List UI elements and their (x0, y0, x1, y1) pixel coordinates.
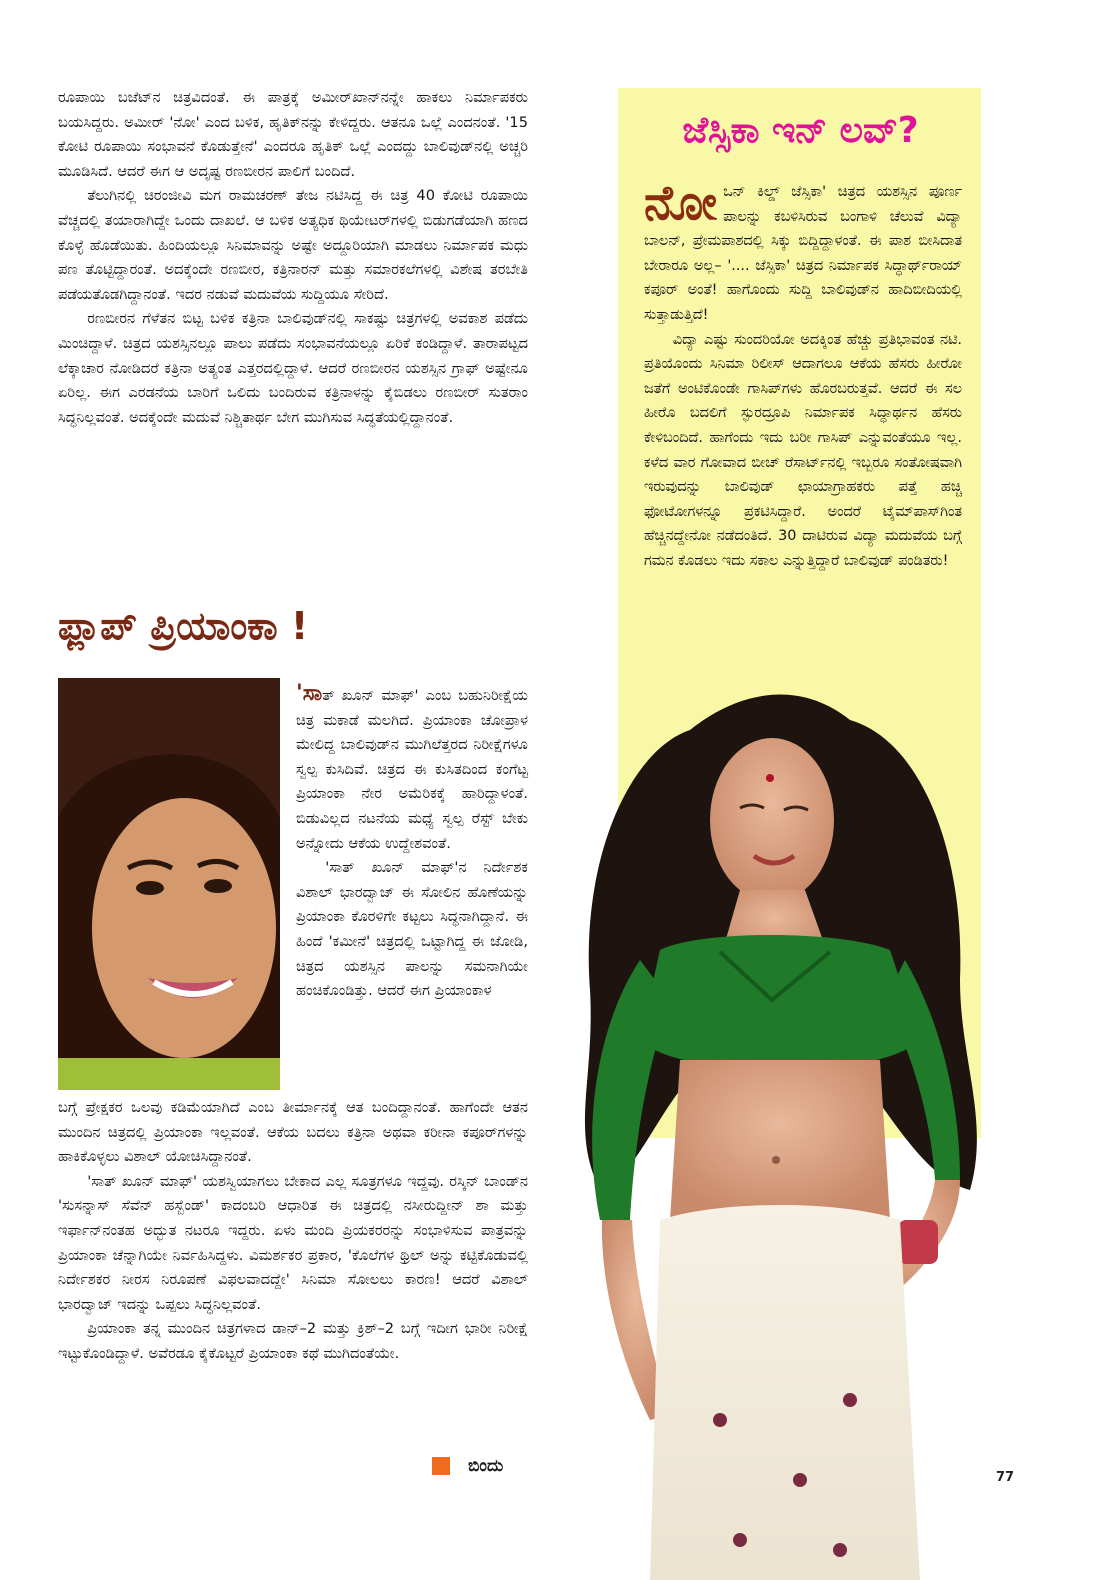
flop-bottom-paragraph-2: 'ಸಾತ್ ಖೂನ್ ಮಾಫ್' ಯಶಸ್ವಿಯಾಗಲು ಬೇಕಾದ ಎಲ್ಲ ಸೂತ್ರಗಳೂ ಇದ್ದವು. ರಸ್ಕಿನ್ ಬಾಂಡ್‌ನ 'ಸುಸನ್ನಾಸ್ ಸೆವೆನ್ ಹಸ್ಬೆಂಡ್' ಕಾದಂಬರಿ ಆಧಾರಿತ ಈ ಚಿತ್ರದಲ್ಲಿ ನಸೀರುದ್ದೀನ್ ಶಾ ಮತ್ತು ಇರ್ಫಾನ್‌ನಂತಹ ಅದ್ಭುತ ನಟರೂ ಇದ್ದರು. ಏಳು ಮಂದಿ ಪ್ರಿಯಕರರನ್ನು ಸಂಭಾಳಿಸುವ ಪಾತ್ರವನ್ನು ಪ್ರಿಯಾಂಕಾ ಚೆನ್ನಾಗಿಯೇ ನಿರ್ವಹಿಸಿದ್ದಳು. ವಿಮರ್ಶಕರ ಪ್ರಕಾರ, 'ಕೊಲೆಗಳ ಥ್ರಿಲ್ ಅನ್ನು ಕಟ್ಟಿಕೊಡುವಲ್ಲಿ ನಿರ್ದೇಶಕರ ನೀರಸ ನಿರೂಪಣೆ ವಿಫಲವಾದದ್ದೇ' ಸಿನಿಮಾ ಸೋಲಲು ಕಾರಣ! ಆದರೆ ವಿಶಾಲ್ ಭಾರದ್ವಾಜ್ ಇದನ್ನು ಒಪ್ಪಲು ಸಿದ್ಧನಿಲ್ಲವಂತೆ. (58, 1172, 528, 1313)
flop-bottom-paragraph-3: ಪ್ರಿಯಾಂಕಾ ತನ್ನ ಮುಂದಿನ ಚಿತ್ರಗಳಾದ ಡಾನ್–2 ಮತ್ತು ಕ್ರಿಶ್–2 ಬಗ್ಗೆ ಇದೀಗ ಭಾರೀ ನಿರೀಕ್ಷೆ ಇಟ್ಟುಕೊಂಡಿದ್ದಾಳೆ. ಅವೆರಡೂ ಕೈಕೊಟ್ಟರೆ ಪ್ರಿಯಾಂಕಾ ಕಥೆ ಮುಗಿದಂತೆಯೇ. (58, 1320, 528, 1362)
byline-author: ಬಿಂದು (468, 1456, 504, 1476)
flop-dropcap: 'ಸಾ (296, 681, 323, 706)
priyanka-photo (58, 678, 280, 1090)
jessica-article-body (644, 175, 962, 574)
jessica-paragraph-2: ವಿದ್ಯಾ ಎಷ್ಟು ಸುಂದರಿಯೋ ಅದಕ್ಕಿಂತ ಹೆಚ್ಚು ಪ್ರತಿಭಾವಂತ ನಟಿ. ಪ್ರತಿಯೊಂದು ಸಿನಿಮಾ ರಿಲೀಸ್ ಆದಾಗಲೂ ಆಕೆಯ ಹೆಸರು ಹೀರೋ ಜತೆಗೆ ಅಂಟಿಕೊಂಡೇ ಗಾಸಿಪ್‌ಗಳು ಹೊರಬರುತ್ತವೆ. ಆದರೆ ಈ ಸಲ ಹೀರೊ ಬದಲಿಗೆ ಸ್ಫುರದ್ರೂಪಿ ನಿರ್ಮಾಪಕ ಸಿದ್ಧಾರ್ಥನ ಹೆಸರು ಕೇಳಿಬಂದಿದೆ. ಹಾಗೆಂದು ಇದು ಬರೀ ಗಾಸಿಪ್ ಎನ್ನುವಂತೆಯೂ ಇಲ್ಲ. ಕಳೆದ ವಾರ ಗೋವಾದ ಬೀಚ್ ರೆಸಾರ್ಟ್‌ನಲ್ಲಿ ಇಬ್ಬರೂ ಸಂತೋಷವಾಗಿ ಇರುವುದನ್ನು ಬಾಲಿವುಡ್ ಛಾಯಾಗ್ರಾಹಕರು ಪತ್ತೆ ಹಚ್ಚಿ ಫೋಟೋಗಳನ್ನೂ ಪ್ರಕಟಿಸಿದ್ದಾರೆ. ಅಂದರೆ ಟೈಮ್‌ಪಾಸ್‌ಗಿಂತ ಹೆಚ್ಚಿನದ್ದೇನೋ ನಡೆದಂತಿದೆ. 30 ದಾಟಿರುವ ವಿದ್ಯಾ ಮದುವೆಯ ಬಗ್ಗೆ ಗಮನ ಕೊಡಲು ಇದು ಸಕಾಲ ಎನ್ನುತ್ತಿದ್ದಾರೆ ಬಾಲಿವುಡ್ ಪಂಡಿತರು! (644, 331, 962, 569)
flop-bottom-paragraph-1: ಬಗ್ಗೆ ಪ್ರೇಕ್ಷಕರ ಒಲವು ಕಡಿಮೆಯಾಗಿದೆ ಎಂಬ ತೀರ್ಮಾನಕ್ಕೆ ಆತ ಬಂದಿದ್ದಾನಂತೆ. ಹಾಗೆಂದೇ ಆತನ ಮುಂದಿನ ಚಿತ್ರದಲ್ಲಿ ಪ್ರಿಯಾಂಕಾ ಇಲ್ಲವಂತೆ. ಆಕೆಯ ಬದಲು ಕತ್ರಿನಾ ಅಥವಾ ಕರೀನಾ ಕಪೂರ್‌ಗಳನ್ನು ಹಾಕಿಕೊಳ್ಳಲು ವಿಶಾಲ್ ಯೋಚಿಸಿದ್ದಾನಂತೆ. (58, 1099, 528, 1166)
left-top-paragraph-1: ರೂಪಾಯಿ ಬಜೆಟ್‌ನ ಚಿತ್ರವಿದಂತೆ. ಈ ಪಾತ್ರಕ್ಕೆ ಅಮೀರ್‌ಖಾನ್‌ನನ್ನೇ ಹಾಕಲು ನಿರ್ಮಾಪಕರು ಬಯಸಿದ್ದರು. ಅಮೀರ್ 'ನೋ' ಎಂದ ಬಳಿಕ, ಹೃತಿಕ್‌ನನ್ನು ಕೇಳಿದ್ದರು. ಆತನೂ ಒಲ್ಲೆ ಎಂದನಂತೆ. '15 ಕೋಟಿ ರೂಪಾಯಿ ಸಂಭಾವನೆ ಕೊಡುತ್ತೇನೆ' ಎಂದರೂ ಹೃತಿಕ್ ಒಲ್ಲೆ ಎಂದದ್ದು ಬಾಲಿವುಡ್‌ನಲ್ಲಿ ಅಚ್ಚರಿ ಮೂಡಿಸಿದೆ. ಆದರೆ ಈಗ ಆ ಅದೃಷ್ಟ ರಣಬೀರನ ಪಾಲಿಗೆ ಬಂದಿದೆ. (58, 89, 528, 180)
flop-bottom-text (58, 1096, 528, 1367)
vidya-photo (540, 660, 1010, 1580)
left-top-article (58, 86, 528, 430)
flop-priyanka-headline: ಫ್ಲಾಪ್ ಪ್ರಿಯಾಂಕಾ ! (58, 604, 309, 648)
flop-side-text (296, 682, 528, 1004)
flop-side-paragraph-1-text: ತ್ ಖೂನ್ ಮಾಫ್' ಎಂಬ ಬಹುನಿರೀಕ್ಷೆಯ ಚಿತ್ರ ಮಕಾಡೆ ಮಲಗಿದೆ. ಪ್ರಿಯಾಂಕಾ ಚೋಪ್ರಾಳ ಮೇಲಿದ್ದ ಬಾಲಿವುಡ್‌ನ ಮುಗಿಲೆತ್ತರದ ನಿರೀಕ್ಷೆಗಳೂ ಸ್ವಲ್ಪ ಕುಸಿದಿವೆ. ಚಿತ್ರದ ಈ ಕುಸಿತದಿಂದ ಕಂಗೆಟ್ಟ ಪ್ರಿಯಾಂಕಾ ನೇರ ಅಮೆರಿಕಕ್ಕೆ ಹಾರಿದ್ದಾಳಂತೆ. ಬಿಡುವಿಲ್ಲದ ನಟನೆಯ ಮಧ್ಯೆ ಸ್ವಲ್ಪ ರೆಸ್ಟ್ ಬೇಕು ಅನ್ನೋದು ಆಕೆಯ ಉದ್ದೇಶವಂತೆ. (296, 687, 528, 852)
flop-side-paragraph-2: 'ಸಾತ್ ಖೂನ್ ಮಾಫ್'ನ ನಿರ್ದೇಶಕ ವಿಶಾಲ್ ಭಾರದ್ವಾಜ್ ಈ ಸೋಲಿನ ಹೊಣೆಯನ್ನು ಪ್ರಿಯಾಂಕಾ ಕೊರಳಿಗೇ ಕಟ್ಟಲು ಸಿದ್ಧನಾಗಿದ್ದಾನೆ. ಈ ಹಿಂದೆ 'ಕಮೀನೆ' ಚಿತ್ರದಲ್ಲಿ ಒಟ್ಟಾಗಿದ್ದ ಈ ಜೋಡಿ, ಚಿತ್ರದ ಯಶಸ್ಸಿನ ಪಾಲನ್ನು ಸಮನಾಗಿಯೇ ಹಂಚಿಕೊಂಡಿತ್ತು. ಆದರೆ ಈಗ ಪ್ರಿಯಾಂಕಾಳ (296, 859, 528, 1000)
flop-side-paragraph-1 (296, 682, 528, 856)
jessica-paragraph-1 (644, 175, 962, 328)
left-top-paragraph-2: ತೆಲುಗಿನಲ್ಲಿ ಚಿರಂಜೀವಿ ಮಗ ರಾಮಚರಣ್ ತೇಜ ನಟಿಸಿದ್ದ ಈ ಚಿತ್ರ 40 ಕೋಟಿ ರೂಪಾಯಿ ವೆಚ್ಚದಲ್ಲಿ ತಯಾರಾಗಿದ್ದೇ ಒಂದು ದಾಖಲೆ. ಆ ಬಳಿಕ ಅತ್ಯಧಿಕ ಥಿಯೇಟರ್‌ಗಳಲ್ಲಿ ಬಿಡುಗಡೆಯಾಗಿ ಹಣದ ಕೊಳ್ಳೆ ಹೊಡೆಯಿತು. ಹಿಂದಿಯಲ್ಲೂ ಸಿನಿಮಾವನ್ನು ಅಷ್ಟೇ ಅದ್ದೂರಿಯಾಗಿ ಮಾಡಲು ನಿರ್ಮಾಪಕ ಮಧು ಪಣ ತೊಟ್ಟಿದ್ದಾರಂತೆ. ಅದಕ್ಕೆಂದೇ ರಣಬೀರ, ಕತ್ರಿನಾರನ್ ಮತ್ತು ಸಮಾರಕಲೆಗಳಲ್ಲಿ ವಿಶೇಷ ತರಬೇತಿ ಪಡೆಯತೊಡಗಿದ್ದಾನಂತೆ. ಇದರ ನಡುವೆ ಮದುವೆಯ ಸುದ್ದಿಯೂ ಸೇರಿದೆ. (58, 187, 528, 303)
byline (432, 1452, 503, 1480)
byline-square-icon (432, 1457, 450, 1475)
jessica-dropcap: ನೋ (644, 175, 718, 231)
left-top-paragraph-3: ರಣಬೀರನ ಗೆಳೆತನ ಬಿಟ್ಟ ಬಳಿಕ ಕತ್ರಿನಾ ಬಾಲಿವುಡ್‌ನಲ್ಲಿ ಸಾಕಷ್ಟು ಚಿತ್ರಗಳಲ್ಲಿ ಅವಕಾಶ ಪಡೆದು ಮಿಂಚಿದ್ದಾಳೆ. ಚಿತ್ರದ ಯಶಸ್ಸಿನಲ್ಲೂ ಪಾಲು ಪಡೆದು ಸಂಭಾವನೆಯಲ್ಲೂ ಏರಿಕೆ ಕಂಡಿದ್ದಾಳೆ. ತಾರಾಪಟ್ಟದ ಲೆಕ್ಕಾಚಾರ ನೋಡಿದರೆ ಕತ್ರಿನಾ ಅತ್ಯಂತ ಎತ್ತರದಲ್ಲಿದ್ದಾಳೆ. ಆದರೆ ರಣಬೀರನ ಯಶಸ್ಸಿನ ಗ್ರಾಫ್ ಅಷ್ಟೇನೂ ಏರಿಲ್ಲ. ಈಗ ಎರಡನೆಯ ಬಾರಿಗೆ ಒಲಿದು ಬಂದಿರುವ ಕತ್ರಿನಾಳನ್ನು ಕೈಬಿಡಲು ರಣಬೀರ್ ಸುತರಾಂ ಸಿದ್ಧನಿಲ್ಲವಂತೆ. ಅದಕ್ಕೆಂದೇ ಮದುವೆ ನಿಶ್ಚಿತಾರ್ಥ ಬೇಗ ಮುಗಿಸುವ ಸಿದ್ಧತೆಯಲ್ಲಿದ್ದಾನಂತೆ. (58, 310, 528, 426)
page-number: 77 (996, 1470, 1015, 1485)
jessica-paragraph-1-text: ಒನ್ ಕಿಲ್ಡ್ ಜೆಸ್ಸಿಕಾ' ಚಿತ್ರದ ಯಶಸ್ಸಿನ ಪೂರ್ಣ ಪಾಲನ್ನು ಕಬಳಿಸಿರುವ ಬಂಗಾಳಿ ಚೆಲುವೆ ವಿದ್ಯಾ ಬಾಲನ್, ಪ್ರೇಮಪಾಶದಲ್ಲಿ ಸಿಕ್ಕು ಬಿದ್ದಿದ್ದಾಳಂತೆ. ಈ ಪಾಶ ಬೀಸಿದಾತ ಬೇರಾರೂ ಅಲ್ಲ– '.... ಜೆಸ್ಸಿಕಾ' ಚಿತ್ರದ ನಿರ್ಮಾಪಕ ಸಿದ್ಧಾರ್ಥ್‌ರಾಯ್ ಕಪೂರ್ ಅಂತೆ! ಹಾಗೊಂದು ಸುದ್ದಿ ಬಾಲಿವುಡ್‌ನ ಹಾದಿಬೀದಿಯಲ್ಲಿ ಸುತ್ತಾಡುತ್ತಿದೆ! (644, 184, 962, 323)
jessica-headline: ಜೆಸ್ಸಿಕಾ ಇನ್ ಲವ್? (682, 110, 919, 151)
